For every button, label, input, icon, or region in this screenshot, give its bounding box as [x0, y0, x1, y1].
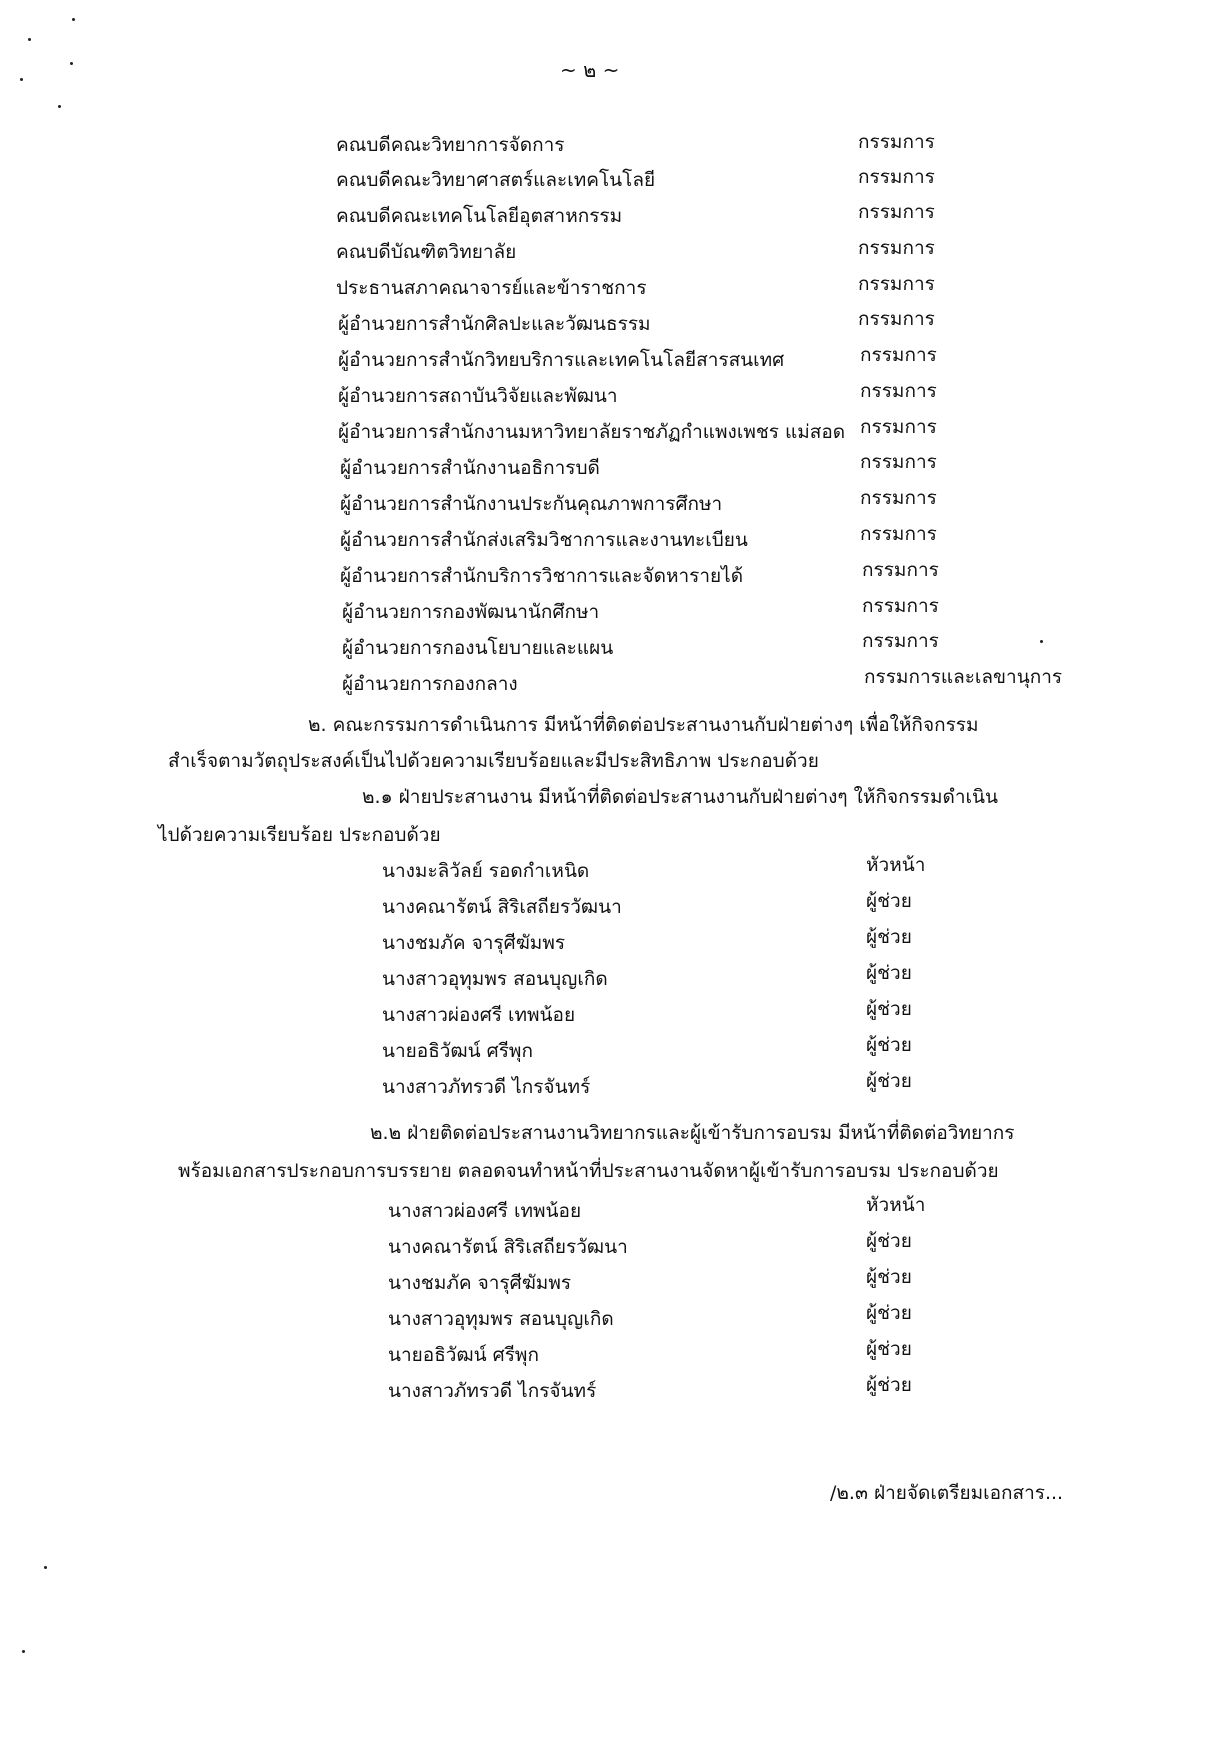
committee-member-title: ผู้อำนวยการสำนักบริการวิชาการและจัดหารายได้	[340, 565, 744, 587]
committee-member-title: ผู้อำนวยการสำนักศิลปะและวัฒนธรรม	[338, 313, 651, 335]
committee-member-role: กรรมการ	[858, 237, 935, 259]
committee-member-title: ผู้อำนวยการกองนโยบายและแผน	[342, 637, 614, 659]
scan-speck	[58, 105, 61, 108]
committee-member-title: คณบดีคณะวิทยาศาสตร์และเทคโนโลยี	[336, 169, 656, 191]
member-role: ผู้ช่วย	[866, 1230, 912, 1252]
committee-member-title: ประธานสภาคณาจารย์และข้าราชการ	[336, 277, 647, 299]
section-2-1-line-2: ไปด้วยความเรียบร้อย ประกอบด้วย	[158, 824, 441, 846]
member-role: ผู้ช่วย	[866, 1338, 912, 1360]
scan-speck	[20, 78, 23, 81]
committee-member-role: กรรมการ	[860, 344, 937, 366]
member-role: ผู้ช่วย	[866, 998, 912, 1020]
committee-member-title: ผู้อำนวยการสำนักวิทยบริการและเทคโนโลยีสารสนเทศ	[338, 349, 785, 371]
member-name: นางสาวอุทุมพร สอนบุญเกิด	[382, 968, 608, 990]
section-2-2-line-1: ๒.๒ ฝ่ายติดต่อประสานงานวิทยากรและผู้เข้ารับการอบรม มีหน้าที่ติดต่อวิทยากร	[370, 1122, 1015, 1144]
committee-member-role: กรรมการ	[862, 630, 939, 652]
member-name: นางสาวผ่องศรี เทพน้อย	[388, 1200, 582, 1222]
scan-speck	[72, 18, 75, 21]
committee-member-role: กรรมการ	[858, 308, 935, 330]
section-2-line-2: สำเร็จตามวัตถุประสงค์เป็นไปด้วยความเรียบร้อยและมีประสิทธิภาพ ประกอบด้วย	[168, 750, 819, 772]
committee-member-title: ผู้อำนวยการสำนักงานมหาวิทยาลัยราชภัฏกำแพงเพชร แม่สอด	[338, 421, 846, 443]
member-name: นางสาวผ่องศรี เทพน้อย	[382, 1004, 576, 1026]
committee-member-role: กรรมการ	[860, 451, 937, 473]
committee-member-title: คณบดีบัณฑิตวิทยาลัย	[336, 241, 517, 263]
member-role: หัวหน้า	[866, 1194, 926, 1216]
scan-speck	[22, 1650, 25, 1653]
member-name: นางชมภัค จารุศีฆัมพร	[388, 1272, 572, 1294]
member-role: ผู้ช่วย	[866, 1374, 912, 1396]
member-name: นางคณารัตน์ สิริเสถียรวัฒนา	[388, 1236, 628, 1258]
committee-member-title: คณบดีคณะเทคโนโลยีอุตสาหกรรม	[336, 205, 623, 227]
page-number: ~ ๒ ~	[560, 58, 620, 82]
section-2-1-line-1: ๒.๑ ฝ่ายประสานงาน มีหน้าที่ติดต่อประสานงานกับฝ่ายต่างๆ ให้กิจกรรมดำเนิน	[362, 786, 998, 808]
scan-speck	[1040, 640, 1043, 643]
committee-member-role: กรรมการ	[858, 273, 935, 295]
member-name: นางคณารัตน์ สิริเสถียรวัฒนา	[382, 896, 622, 918]
committee-member-role: กรรมการ	[860, 487, 937, 509]
committee-member-title: ผู้อำนวยการสำนักงานอธิการบดี	[340, 457, 600, 479]
committee-member-role: กรรมการและเลขานุการ	[864, 666, 1063, 688]
member-role: ผู้ช่วย	[866, 1266, 912, 1288]
committee-member-role: กรรมการ	[858, 201, 935, 223]
section-2-2-line-2: พร้อมเอกสารประกอบการบรรยาย ตลอดจนทำหน้าที่ประสานงานจัดหาผู้เข้ารับการอบรม ประกอบด้วย	[178, 1160, 999, 1182]
member-role: ผู้ช่วย	[866, 1302, 912, 1324]
member-name: นางสาวภัทรวดี ไกรจันทร์	[382, 1076, 591, 1098]
scan-speck	[44, 1566, 47, 1569]
scan-speck	[28, 38, 31, 41]
member-name: นายอธิวัฒน์ ศรีพุก	[382, 1040, 533, 1062]
committee-member-role: กรรมการ	[858, 166, 935, 188]
member-role: ผู้ช่วย	[866, 1034, 912, 1056]
member-name: นางมะลิวัลย์ รอดกำเหนิด	[382, 860, 590, 882]
committee-member-title: ผู้อำนวยการสถาบันวิจัยและพัฒนา	[338, 385, 618, 407]
member-role: ผู้ช่วย	[866, 962, 912, 984]
continuation-note: /๒.๓ ฝ่ายจัดเตรียมเอกสาร...	[830, 1482, 1064, 1504]
committee-member-role: กรรมการ	[860, 416, 937, 438]
member-name: นางสาวอุทุมพร สอนบุญเกิด	[388, 1308, 614, 1330]
committee-member-title: ผู้อำนวยการสำนักงานประกันคุณภาพการศึกษา	[340, 493, 723, 515]
member-role: ผู้ช่วย	[866, 1070, 912, 1092]
member-role: ผู้ช่วย	[866, 926, 912, 948]
committee-member-role: กรรมการ	[860, 523, 937, 545]
member-name: นายอธิวัฒน์ ศรีพุก	[388, 1344, 539, 1366]
committee-member-role: กรรมการ	[862, 559, 939, 581]
committee-member-title: คณบดีคณะวิทยาการจัดการ	[336, 134, 565, 156]
committee-member-title: ผู้อำนวยการสำนักส่งเสริมวิชาการและงานทะเบียน	[340, 529, 748, 551]
committee-member-title: ผู้อำนวยการกองกลาง	[342, 673, 518, 695]
committee-member-role: กรรมการ	[862, 595, 939, 617]
committee-member-title: ผู้อำนวยการกองพัฒนานักศึกษา	[342, 601, 600, 623]
member-role: หัวหน้า	[866, 854, 926, 876]
committee-member-role: กรรมการ	[860, 380, 937, 402]
section-2-line-1: ๒. คณะกรรมการดำเนินการ มีหน้าที่ติดต่อประสานงานกับฝ่ายต่างๆ เพื่อให้กิจกรรม	[308, 714, 979, 736]
member-name: นางชมภัค จารุศีฆัมพร	[382, 932, 566, 954]
scan-speck	[70, 62, 73, 65]
committee-member-role: กรรมการ	[858, 131, 935, 153]
member-role: ผู้ช่วย	[866, 890, 912, 912]
member-name: นางสาวภัทรวดี ไกรจันทร์	[388, 1380, 597, 1402]
